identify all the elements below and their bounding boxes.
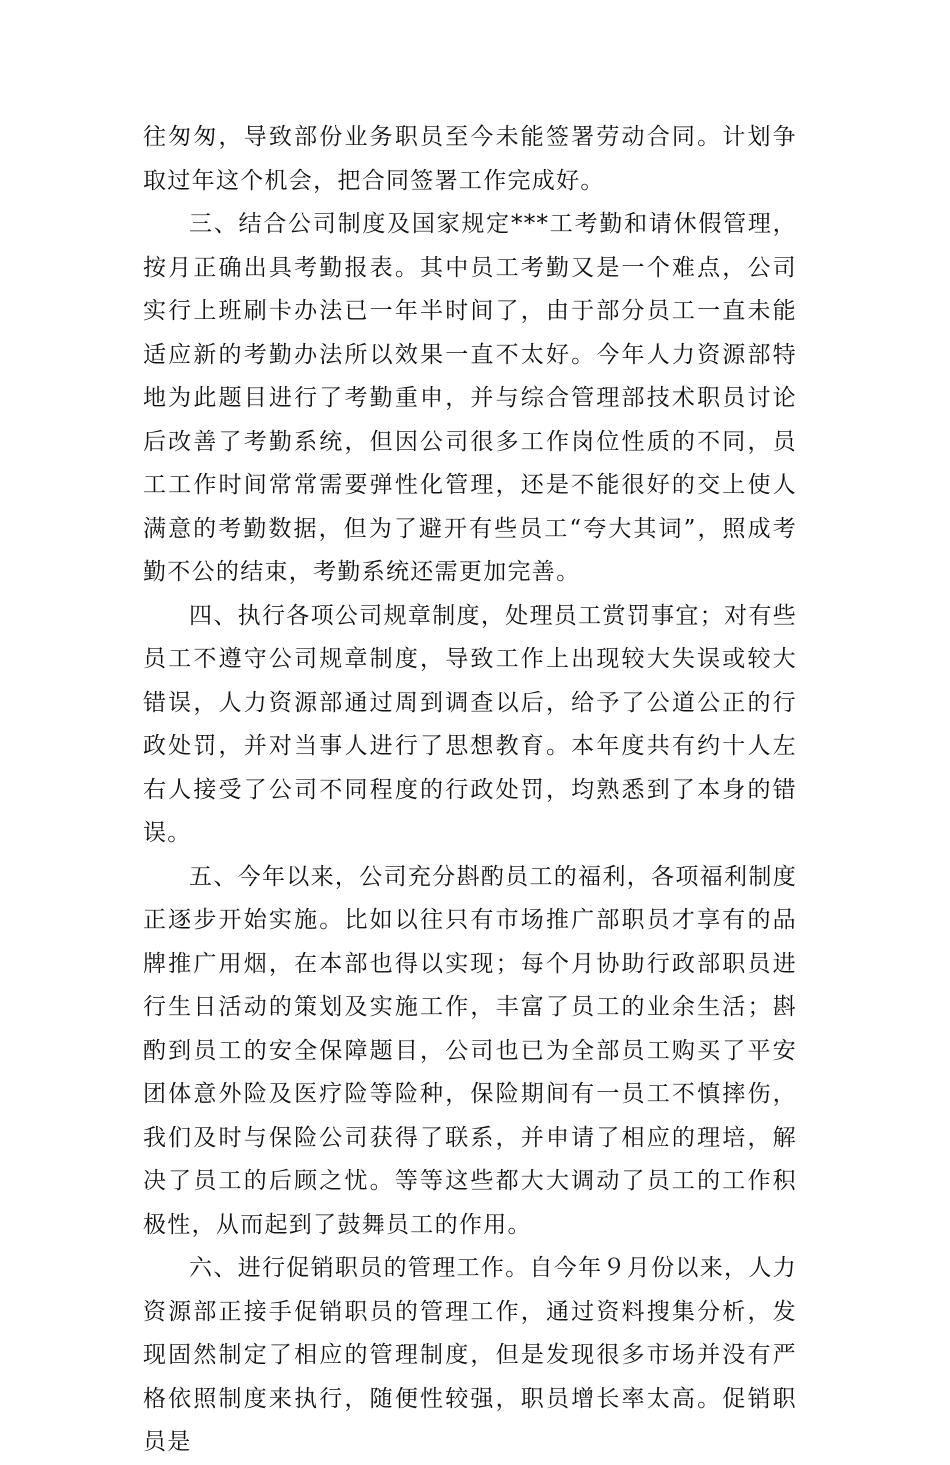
- paragraph-4: 五、今年以来，公司充分斟酌员工的福利，各项福利制度正逐步开始实施。比如以往只有市场推广部职员才享有的品牌推广用烟，在本部也得以实现；每个月协助行政部职员进行生日活动的策划及实施工作，丰富了员工的业余生活；斟酌到员工的安全保障题目，公司也已为全部员工购买了平安团体意外险及医疗险等险种，保险期间有一员工不慎摔伤，我们及时与保险公司获得了联系，并申请了相应的理培，解决了员工的后顾之忧。等等这些都大大调动了员工的工作积极性，从而起到了鼓舞员工的作用。: [143, 863, 797, 1238]
- paragraph-2: 三、结合公司制度及国家规定***工考勤和请休假管理，按月正确出具考勤报表。其中员工考勤又是一个难点，公司实行上班刷卡办法已一年半时间了，由于部分员工一直未能适应新的考勤办法所以效果一直不太好。今年人力资源部特地为此题目进行了考勤重申，并与综合管理部技术职员讨论后改善了考勤系统，但因公司很多工作岗位性质的不同，员工工作时间常常需要弹性化管理，还是不能很好的交上使人满意的考勤数据，但为了避开有些员工“夸大其词”，照成考勤不公的结束，考勤系统还需更加完善。: [143, 211, 797, 585]
- paragraph-3: 四、执行各项公司规章制度，处理员工赏罚事宜；对有些员工不遵守公司规章制度，导致工作上出现较大失误或较大错误，人力资源部通过周到调查以后，给予了公道公正的行政处罚，并对当事人进行了思想教育。本年度共有约十人左右人接受了公司不同程度的行政处罚，均熟悉到了本身的错误。: [143, 602, 797, 846]
- document-body: [143, 116, 797, 1465]
- paragraph-1: 往匆匆，导致部份业务职员至今未能签署劳动合同。计划争取过年这个机会，把合同签署工作完成好。: [143, 124, 797, 194]
- paragraph-5: 六、进行促销职员的管理工作。自今年９月份以来，人力资源部正接手促销职员的管理工作，通过资料搜集分析，发现固然制定了相应的管理制度，但是发现很多市场并没有严格依照制度来执行，随便性较强，职员增长率太高。促销职员是: [143, 1255, 797, 1455]
